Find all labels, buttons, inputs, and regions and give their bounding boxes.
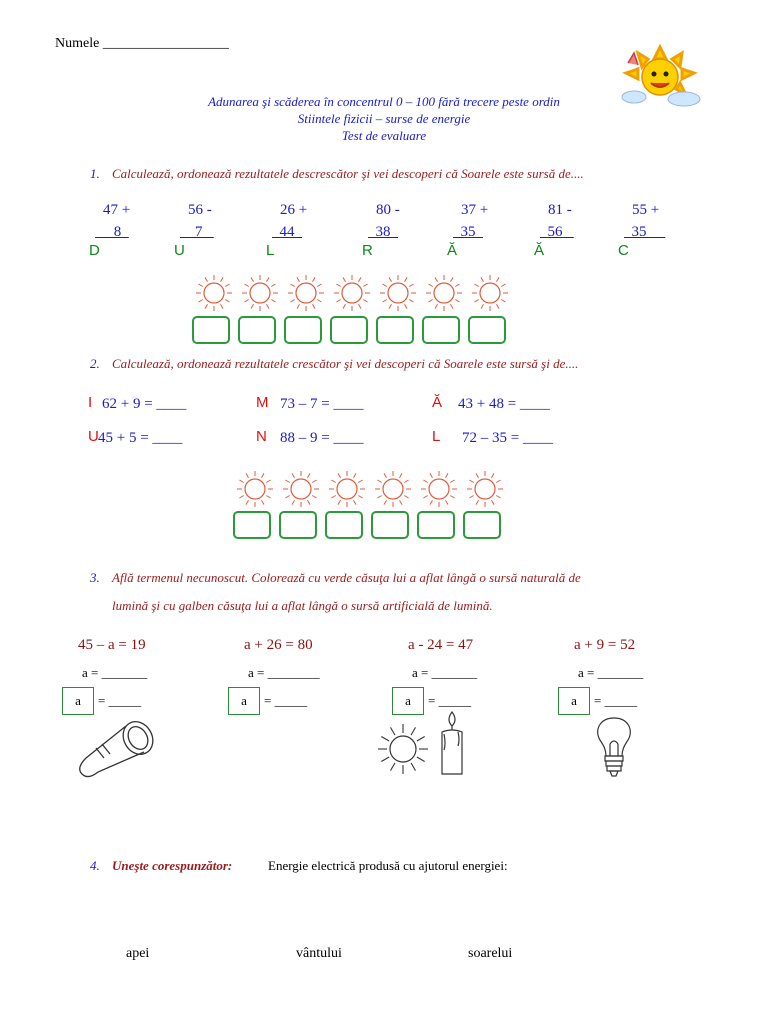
ex1-operand-bottom: 7: [180, 224, 214, 240]
ex2-letter: I: [88, 394, 93, 411]
candle-icon: [436, 710, 468, 778]
ex2-letter: M: [256, 394, 269, 411]
sun-icon: [376, 722, 430, 776]
ex1-operand-bottom: 56: [540, 224, 574, 240]
ex2-letter: L: [432, 428, 441, 445]
ex1-letter: D: [89, 242, 100, 259]
flashlight-icon: [72, 718, 162, 780]
name-line[interactable]: Numele __________________: [55, 36, 229, 51]
sun-outline-icon: [331, 273, 373, 309]
ex1-letter: C: [618, 242, 629, 259]
ex2-answer-box[interactable]: [463, 511, 501, 539]
sun-outline-icon: [234, 469, 276, 505]
ex1-operand-top: 55 +: [632, 202, 660, 218]
ex3-box-answer[interactable]: = _____: [594, 693, 638, 708]
sun-outline-icon: [326, 469, 368, 505]
ex2-expression[interactable]: 45 + 5 = ____: [98, 430, 183, 446]
ex3-answer-line[interactable]: a = _______: [412, 665, 478, 680]
ex2-expression[interactable]: 43 + 48 = ____: [458, 396, 550, 412]
ex3-answer-line[interactable]: a = ________: [248, 665, 320, 680]
ex2-letter: N: [256, 428, 267, 445]
sun-outline-icon: [372, 469, 414, 505]
ex2-answer-box[interactable]: [417, 511, 455, 539]
light-bulb-icon: [590, 716, 638, 778]
ex3-number: 3.: [90, 570, 100, 585]
ex3-answer-line[interactable]: a = _______: [578, 665, 644, 680]
ex1-answer-box[interactable]: [192, 316, 230, 344]
ex2-letter: U: [88, 428, 99, 445]
ex1-operand-top: 37 +: [461, 202, 489, 218]
ex3-box-answer[interactable]: = _____: [264, 693, 308, 708]
sun-outline-icon: [423, 273, 465, 309]
sun-outline-icon: [193, 273, 235, 309]
ex1-operand-bottom: 35: [624, 224, 666, 240]
ex3-answer-line[interactable]: a = _______: [82, 665, 148, 680]
sun-outline-icon: [280, 469, 322, 505]
ex1-letter: U: [174, 242, 185, 259]
ex1-operand-bottom: 8: [95, 224, 129, 240]
ex4-label: Uneşte corespunzător:: [112, 858, 233, 873]
ex1-letter: L: [266, 242, 275, 259]
ex3-equation: a + 26 = 80: [244, 637, 313, 653]
sun-outline-icon: [464, 469, 506, 505]
ex1-operand-top: 56 -: [188, 202, 212, 218]
ex1-answer-box[interactable]: [422, 316, 460, 344]
header-test: Test de evaluare: [341, 128, 427, 143]
ex1-operand-top: 81 -: [548, 202, 572, 218]
header-title: Adunarea şi scăderea în concentrul 0 – 100 fără trecere peste ordin: [208, 94, 560, 109]
ex3-color-box[interactable]: a: [228, 687, 260, 715]
ex4-option-apei[interactable]: apei: [126, 946, 150, 961]
ex1-answer-box[interactable]: [468, 316, 506, 344]
ex4-text: Energie electrică produsă cu ajutorul energiei:: [268, 858, 508, 873]
ex1-operand-bottom: 35: [453, 224, 483, 240]
ex3-instruction-line2: lumină şi cu galben căsuţa lui a aflat lângă o sursă artificială de lumină.: [112, 598, 493, 613]
ex2-expression[interactable]: 62 + 9 = ____: [102, 396, 187, 412]
ex1-operand-top: 26 +: [280, 202, 308, 218]
ex4-option-vantului[interactable]: vântului: [296, 946, 342, 961]
ex2-expression[interactable]: 73 – 7 = ____: [280, 396, 364, 412]
ex3-equation: a + 9 = 52: [574, 637, 636, 653]
ex2-expression[interactable]: 72 – 35 = ____: [462, 430, 553, 446]
sun-outline-icon: [377, 273, 419, 309]
ex3-box-answer[interactable]: = _____: [428, 693, 472, 708]
ex1-operand-bottom: 44: [272, 224, 302, 240]
ex2-answer-box[interactable]: [325, 511, 363, 539]
ex3-equation: a - 24 = 47: [408, 637, 474, 653]
ex1-operand-top: 47 +: [103, 202, 131, 218]
ex2-answer-box[interactable]: [279, 511, 317, 539]
ex2-expression[interactable]: 88 – 9 = ____: [280, 430, 364, 446]
ex1-answer-box[interactable]: [284, 316, 322, 344]
ex1-operand-bottom: 38: [368, 224, 398, 240]
header-subtitle: Stiintele fizicii – surse de energie: [297, 111, 471, 126]
ex2-answer-box[interactable]: [371, 511, 409, 539]
ex3-color-box[interactable]: a: [392, 687, 424, 715]
sun-outline-icon: [239, 273, 281, 309]
ex1-answer-box[interactable]: [376, 316, 414, 344]
ex3-equation: 45 – a = 19: [78, 637, 146, 653]
ex4-option-soarelui[interactable]: soarelui: [468, 946, 513, 961]
ex3-color-box[interactable]: a: [558, 687, 590, 715]
ex3-instruction-line1: Află termenul necunoscut. Colorează cu verde căsuţa lui a aflat lângă o sursă naturală de: [112, 570, 581, 585]
sun-outline-icon: [418, 469, 460, 505]
sun-outline-icon: [285, 273, 327, 309]
ex1-letter: Ă: [534, 242, 545, 259]
ex3-box-answer[interactable]: = _____: [98, 693, 142, 708]
ex1-letter: R: [362, 242, 373, 259]
ex2-number: 2.: [90, 356, 100, 371]
ex4-number: 4.: [90, 858, 100, 873]
ex1-letter: Ă: [447, 242, 458, 259]
ex1-operand-top: 80 -: [376, 202, 400, 218]
ex2-instruction: Calculează, ordonează rezultatele crescător şi vei descoperi că Soarele este sursă şi de....: [112, 356, 579, 371]
ex2-letter: Ă: [432, 394, 443, 411]
ex3-color-box[interactable]: a: [62, 687, 94, 715]
ex1-number: 1.: [90, 166, 100, 181]
ex2-answer-box[interactable]: [233, 511, 271, 539]
ex1-instruction: Calculează, ordonează rezultatele descrescător şi vei descoperi că Soarele este sursă de....: [112, 166, 584, 181]
sun-outline-icon: [469, 273, 511, 309]
ex1-answer-box[interactable]: [238, 316, 276, 344]
ex1-answer-box[interactable]: [330, 316, 368, 344]
